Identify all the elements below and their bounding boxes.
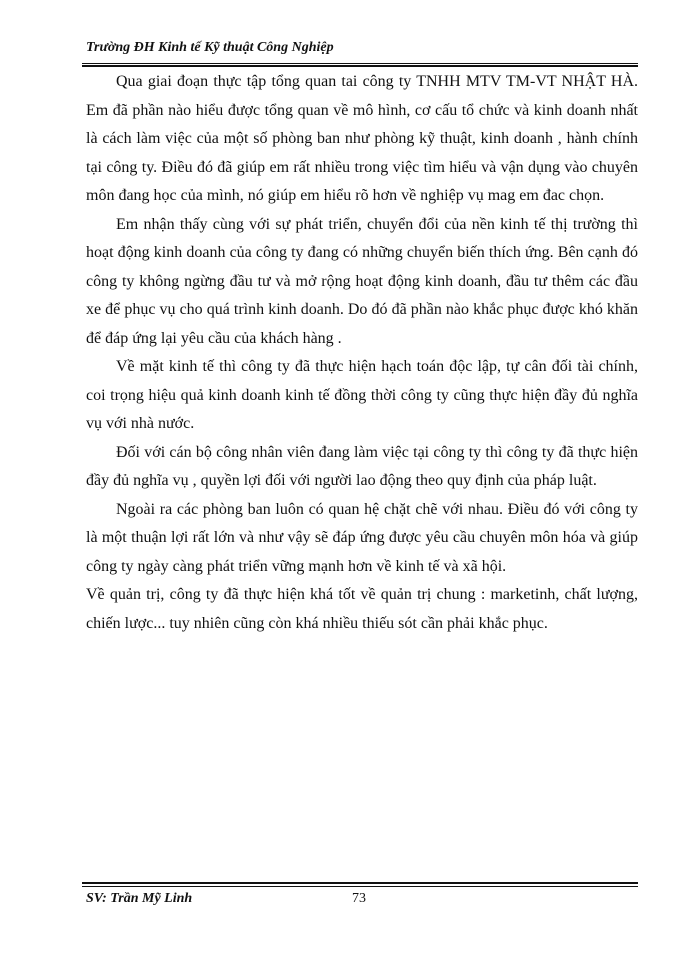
footer-rule-thin [82, 886, 638, 887]
paragraph-conclusion-intro: Qua giai đoạn thực tập tổng quan tai công ty TNHH MTV TM-VT NHẬT HÀ. Em đã phần nào hiểu được tổng quan về mô hình, cơ cấu tổ chức và kinh doanh nhất là cách làm việc của một số phòng ban như phòng kỹ thuật, kinh doanh , hành chính tại công ty. Điều đó đã giúp em rất nhiều trong việc tìm hiểu và vận dụng vào chuyên môn đang học của mình, nó giúp em hiểu rõ hơn về nghiệp vụ mag em đac chọn. [86, 73, 638, 204]
header-rule-thick [82, 65, 638, 67]
header-rule-thin [82, 63, 638, 64]
document-body [86, 68, 638, 638]
running-header-title: Trường ĐH Kinh tế Kỹ thuật Công Nghiệp [86, 40, 334, 55]
page-number: 73 [352, 891, 366, 906]
footer-rule-thick [82, 882, 638, 884]
paragraph-business-development: Em nhận thấy cùng với sự phát triển, chuyển đổi của nền kinh tế thị trường thì hoạt động kinh doanh của công ty đang có những chuyển biến thích ứng. Bên cạnh đó công ty không ngừng đầu tư và mở rộng hoạt động kinh doanh, đầu tư thêm các đầu xe để phục vụ cho quá trình kinh doanh. Do đó đã phần nào khắc phục được khó khăn để đáp ứng lại yêu cầu của khách hàng . [86, 215, 638, 347]
footer-student-name: SV: Trần Mỹ Linh [86, 891, 193, 906]
paragraph-management: Về quản trị, công ty đã thực hiện khá tốt về quản trị chung : marketinh, chất lượng, chiến lược... tuy nhiên cũng còn khá nhiều thiếu sót cần phải khắc phục. [86, 586, 638, 632]
paragraph-employee-obligations: Đối với cán bộ công nhân viên đang làm việc tại công ty thì công ty đã thực hiện đầy đủ nghĩa vụ , quyền lợi đối với người lao động theo quy định của pháp luật. [86, 443, 638, 489]
paragraph-economic-aspect: Về mặt kinh tế thì công ty đã thực hiện hạch toán độc lập, tự cân đối tài chính, coi trọng hiệu quả kinh doanh kinh tế đồng thời công ty cũng thực hiện đầy đủ nghĩa vụ với nhà nước. [86, 358, 638, 432]
paragraph-department-relations: Ngoài ra các phòng ban luôn có quan hệ chặt chẽ với nhau. Điều đó với công ty là một thuận lợi rất lớn và như vậy sẽ đáp ứng được yêu cầu chuyên môn hóa và giúp công ty ngày càng phát triển vững mạnh hơn về kinh tế và xã hội. [86, 500, 638, 575]
